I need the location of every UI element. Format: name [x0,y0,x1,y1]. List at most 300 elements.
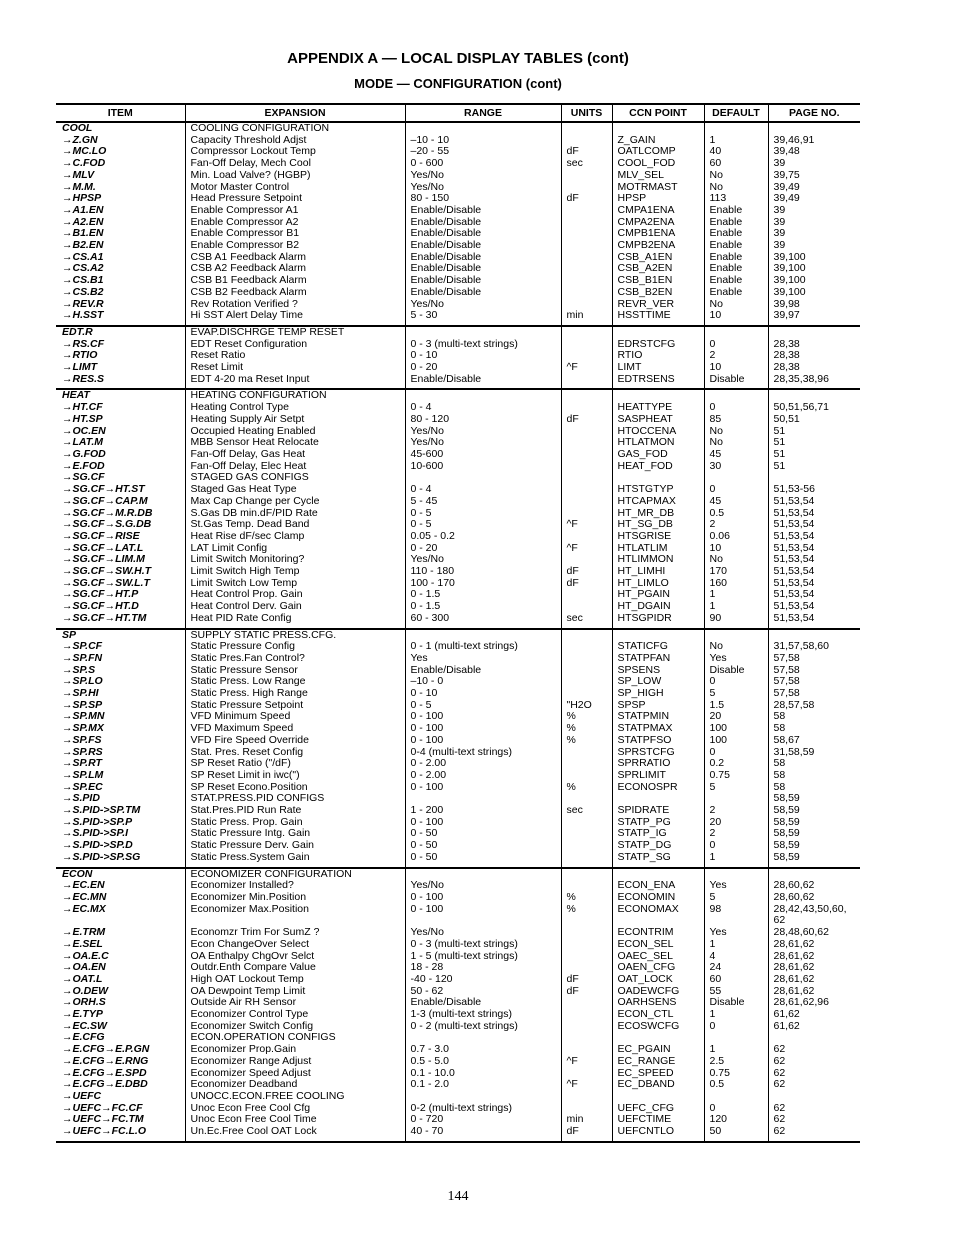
cell-ccn-point: STATP_SG [612,852,704,864]
cell-units: min [561,1114,612,1126]
cell-range [405,868,561,881]
cell-ccn-point: HT_PGAIN [612,589,704,601]
cell-ccn-point: HTLATMON [612,437,704,449]
cell-default: 40 [704,146,768,158]
cell-range: Enable/Disable [405,240,561,252]
cell-ccn-point: STATP_PG [612,817,704,829]
cell-range: Enable/Disable [405,275,561,287]
cell-ccn-point: HPSP [612,193,704,205]
cell-units [561,997,612,1009]
cell-units: % [561,904,612,916]
cell-expansion: STAGED GAS CONFIGS [185,472,405,484]
cell-ccn-point: OAEN_CFG [612,962,704,974]
cell-range [405,122,561,135]
cell-page-no: 58 [768,723,860,735]
cell-units [561,770,612,782]
cell-range [405,1032,561,1044]
column-header-default: DEFAULT [704,104,768,122]
cell-default: Enable [704,240,768,252]
cell-expansion: VFD Maximum Speed [185,723,405,735]
cell-expansion: Heat Rise dF/sec Clamp [185,531,405,543]
cell-expansion: Heating Control Type [185,402,405,414]
cell-default [704,472,768,484]
table-row [56,1056,860,1068]
cell-ccn-point: ECON_ENA [612,880,704,892]
cell-units [561,1103,612,1115]
table-row [56,1009,860,1021]
cell-page-no: 28,38 [768,362,860,374]
cell-item: →RES.S [62,373,105,385]
cell-expansion: Static Pressure Derv. Gain [185,840,405,852]
table-row [56,723,860,735]
cell-page-no: 28,61,62 [768,962,860,974]
cell-page-no: 51,53,54 [768,519,860,531]
cell-range: 0-2 (multi-text strings) [405,1103,561,1115]
table-row [56,641,860,653]
cell-page-no: 58,59 [768,852,860,864]
cell-item: →UEFC [62,1090,102,1102]
cell-item: →LIMT [62,362,97,374]
cell-page-no: 51,53,54 [768,613,860,625]
cell-expansion: S.Gas DB min.dF/PID Rate [185,508,405,520]
cell-default: Enable [704,252,768,264]
cell-range: 0 - 10 [405,688,561,700]
table-row [56,805,860,817]
cell-ccn-point: ECON_CTL [612,1009,704,1021]
table-row [56,472,860,484]
table-row [56,782,860,794]
cell-default: Yes [704,927,768,939]
cell-item: →S.PID->SP.TM [62,805,141,817]
cell-expansion: Enable Compressor B1 [185,228,405,240]
cell-page-no: 58,59 [768,817,860,829]
cell-default: No [704,554,768,566]
cell-default: 10 [704,543,768,555]
cell-page-no: 51 [768,449,860,461]
cell-expansion [185,915,405,927]
cell-item: →M.M. [62,181,96,193]
cell-range: 0 - 2.00 [405,758,561,770]
cell-default: 5 [704,782,768,794]
cell-ccn-point: UEFCTIME [612,1114,704,1126]
cell-units [561,508,612,520]
cell-expansion: Min. Load Valve? (HGBP) [185,170,405,182]
cell-item: SP [62,628,77,641]
cell-page-no: 51,53,54 [768,508,860,520]
cell-default: 0 [704,676,768,688]
cell-page-no: 51,53,54 [768,566,860,578]
table-row [56,892,860,904]
cell-default: 30 [704,461,768,473]
cell-units [561,868,612,881]
cell-ccn-point: OATLCOMP [612,146,704,158]
cell-page-no: 61,62 [768,1009,860,1021]
cell-range [405,389,561,402]
table-row [56,1032,860,1044]
cell-item: →ORH.S [62,997,106,1009]
cell-range: 0 - 50 [405,852,561,864]
cell-ccn-point: SPRLIMIT [612,770,704,782]
cell-units [561,1091,612,1103]
cell-range: 45-600 [405,449,561,461]
cell-expansion: Max Cap Change per Cycle [185,496,405,508]
cell-default: No [704,299,768,311]
cell-units [561,135,612,147]
table-section [56,629,860,868]
cell-units: ^F [561,1056,612,1068]
cell-item: →A2.EN [62,216,104,228]
cell-page-no: 51,53-56 [768,484,860,496]
cell-expansion: LAT Limit Config [185,543,405,555]
cell-page-no: 28,61,62 [768,939,860,951]
page-number: 144 [447,1189,469,1204]
cell-units [561,1044,612,1056]
cell-units [561,758,612,770]
cell-item: →SG.CF→LAT.L [62,542,144,554]
cell-expansion: Capacity Threshold Adjst [185,135,405,147]
cell-expansion: Enable Compressor A1 [185,205,405,217]
cell-item: →H.SST [62,310,104,322]
cell-ccn-point [612,472,704,484]
cell-ccn-point: OADEWCFG [612,986,704,998]
cell-ccn-point: CMPB1ENA [612,228,704,240]
cell-item: →MC.LO [62,146,107,158]
cell-item: HEAT [62,389,90,402]
cell-units: dF [561,146,612,158]
cell-default: 2 [704,828,768,840]
cell-ccn-point [612,389,704,402]
cell-expansion: Static Press. Low Range [185,676,405,688]
cell-default: 0 [704,1021,768,1033]
cell-range: 60 - 300 [405,613,561,625]
cell-page-no: 62 [768,915,860,927]
cell-expansion: Motor Master Control [185,182,405,194]
cell-default: Enable [704,287,768,299]
cell-expansion: Static Pressure Setpoint [185,700,405,712]
table-row [56,1091,860,1103]
cell-units: % [561,711,612,723]
cell-units [561,665,612,677]
cell-page-no: 58,59 [768,805,860,817]
cell-page-no: 28,61,62,96 [768,997,860,1009]
cell-units [561,840,612,852]
table-row [56,665,860,677]
cell-expansion: Staged Gas Heat Type [185,484,405,496]
cell-item: ECON [62,867,93,880]
cell-range: 0 - 100 [405,711,561,723]
table-row [56,275,860,287]
table-row [56,758,860,770]
cell-default: 1.5 [704,700,768,712]
cell-default: Enable [704,263,768,275]
table-row [56,629,860,642]
cell-item: →EC.MN [62,892,107,903]
table-row [56,939,860,951]
cell-units [561,641,612,653]
cell-page-no: 39 [768,217,860,229]
cell-range: 0 - 4 [405,484,561,496]
cell-ccn-point: EC_RANGE [612,1056,704,1068]
cell-range: 40 - 70 [405,1126,561,1138]
cell-default: 170 [704,566,768,578]
cell-range: 0 - 2 (multi-text strings) [405,1021,561,1033]
cell-item: →E.CFG→E.SPD [62,1067,147,1079]
cell-ccn-point: CSB_A1EN [612,252,704,264]
cell-expansion: VFD Fire Speed Override [185,735,405,747]
cell-ccn-point: GAS_FOD [612,449,704,461]
table-row [56,868,860,881]
table-row [56,1079,860,1091]
table-row [56,613,860,625]
cell-item: →OAT.L [62,973,103,985]
cell-ccn-point: HT_LIMHI [612,566,704,578]
cell-range: 0 - 5 [405,700,561,712]
cell-page-no: 62 [768,1068,860,1080]
cell-item: →S.PID->SP.I [62,828,129,840]
cell-page-no: 62 [768,1103,860,1115]
cell-range: Yes/No [405,437,561,449]
cell-default: No [704,437,768,449]
cell-default: 20 [704,817,768,829]
cell-item: →UEFC→FC.CF [62,1102,143,1114]
cell-units: % [561,723,612,735]
cell-expansion: STAT.PRESS.PID CONFIGS [185,793,405,805]
cell-units [561,275,612,287]
cell-ccn-point: SASPHEAT [612,414,704,426]
cell-range: 0 - 600 [405,158,561,170]
cell-item: →RTIO [62,350,98,362]
cell-item: →B1.EN [62,228,104,240]
column-header-ccn-point: CCN POINT [612,104,704,122]
cell-page-no: 39,49 [768,182,860,194]
cell-units: ^F [561,1079,612,1091]
table-row [56,700,860,712]
cell-default: 0.75 [704,1068,768,1080]
cell-page-no: 39,98 [768,299,860,311]
cell-item: →HPSP [62,193,102,205]
cell-expansion: Stat.Pres.PID Run Rate [185,805,405,817]
cell-item: →E.CFG→E.P.GN [62,1044,150,1056]
cell-item: →SG.CF→HT.D [62,601,139,613]
cell-page-no: 58,59 [768,840,860,852]
cell-range: 0 - 50 [405,828,561,840]
table-row [56,770,860,782]
cell-page-no: 28,61,62 [768,951,860,963]
cell-item: →E.SEL [62,938,103,950]
column-header-expansion: EXPANSION [185,104,405,122]
cell-ccn-point: HSSTTIME [612,310,704,322]
cell-ccn-point: OARHSENS [612,997,704,1009]
cell-range [405,629,561,642]
cell-default [704,1091,768,1103]
table-row [56,1068,860,1080]
cell-item: →UEFC→FC.TM [62,1114,144,1126]
cell-page-no: 28,38 [768,339,860,351]
cell-ccn-point: REVR_VER [612,299,704,311]
cell-ccn-point: STATICFG [612,641,704,653]
cell-units [561,951,612,963]
cell-units [561,915,612,927]
cell-ccn-point: ECONOMIN [612,892,704,904]
cell-default: 0 [704,339,768,351]
cell-page-no: 62 [768,1079,860,1091]
cell-default: 160 [704,578,768,590]
cell-default [704,629,768,642]
table-row [56,711,860,723]
cell-range: Yes/No [405,880,561,892]
cell-item: →EC.EN [62,880,105,892]
cell-item: →S.PID->SP.D [62,840,133,852]
cell-units: sec [561,613,612,625]
cell-ccn-point: OAEC_SEL [612,951,704,963]
cell-ccn-point: STATPMIN [612,711,704,723]
table-row [56,299,860,311]
cell-expansion: Enable Compressor A2 [185,217,405,229]
cell-page-no: 57,58 [768,653,860,665]
cell-range [405,326,561,339]
cell-units [561,1009,612,1021]
cell-units: % [561,735,612,747]
cell-units [561,629,612,642]
cell-item: →SP.MN [62,711,105,723]
cell-expansion: Outdr.Enth Compare Value [185,962,405,974]
cell-default: 45 [704,449,768,461]
cell-ccn-point: HEAT_FOD [612,461,704,473]
cell-default: 85 [704,414,768,426]
cell-ccn-point [612,326,704,339]
cell-default: 1 [704,589,768,601]
cell-units: dF [561,974,612,986]
cell-units: ^F [561,519,612,531]
cell-default: No [704,641,768,653]
table-row [56,182,860,194]
cell-ccn-point [612,122,704,135]
column-header-units: UNITS [561,104,612,122]
cell-item: →OA.EN [62,962,106,974]
cell-default: 0.5 [704,508,768,520]
cell-expansion: Economizer Prop.Gain [185,1044,405,1056]
cell-default [704,915,768,927]
cell-item: →SP.CF [62,641,103,653]
cell-ccn-point: HT_MR_DB [612,508,704,520]
cell-page-no: 62 [768,1126,860,1138]
cell-ccn-point: HTCAPMAX [612,496,704,508]
cell-range: 0 - 100 [405,782,561,794]
cell-ccn-point: MLV_SEL [612,170,704,182]
cell-default: Enable [704,217,768,229]
cell-units: min [561,310,612,322]
cell-expansion: Reset Ratio [185,350,405,362]
cell-units [561,240,612,252]
table-row [56,688,860,700]
cell-item: →CS.B1 [62,275,104,287]
cell-page-no: 28,61,62 [768,986,860,998]
cell-range: 100 - 170 [405,578,561,590]
cell-units: dF [561,193,612,205]
cell-ccn-point: CMPA1ENA [612,205,704,217]
cell-default: Disable [704,665,768,677]
cell-units [561,531,612,543]
cell-page-no [768,326,860,339]
cell-ccn-point: EC_SPEED [612,1068,704,1080]
cell-default: Enable [704,205,768,217]
cell-units: sec [561,805,612,817]
cell-units [561,437,612,449]
cell-item: →SP.MX [62,723,104,735]
cell-ccn-point: Z_GAIN [612,135,704,147]
cell-page-no: 51,53,54 [768,601,860,613]
cell-default: 5 [704,892,768,904]
cell-units [561,852,612,864]
cell-expansion: Economizer Max.Position [185,904,405,916]
cell-units: ^F [561,543,612,555]
table-row [56,339,860,351]
cell-range: Yes [405,653,561,665]
cell-units [561,374,612,386]
cell-ccn-point: EDTRSENS [612,374,704,386]
cell-item: →B2.EN [62,240,104,252]
cell-default: 0 [704,402,768,414]
cell-expansion: Heating Supply Air Setpt [185,414,405,426]
cell-range [405,472,561,484]
cell-units: dF [561,578,612,590]
cell-units [561,1068,612,1080]
cell-default: 2 [704,805,768,817]
cell-item: →EC.MX [62,903,106,915]
cell-ccn-point: ECOSWCFG [612,1021,704,1033]
cell-expansion: Econ ChangeOver Select [185,939,405,951]
cell-units [561,962,612,974]
cell-default [704,389,768,402]
cell-ccn-point: SP_LOW [612,676,704,688]
cell-page-no: 50,51,56,71 [768,402,860,414]
cell-item: →SG.CF→HT.P [62,589,139,601]
cell-ccn-point: HTLIMMON [612,554,704,566]
cell-range: 0 - 1.5 [405,601,561,613]
cell-expansion: Reset Limit [185,362,405,374]
cell-range: Enable/Disable [405,217,561,229]
cell-range: Enable/Disable [405,374,561,386]
cell-page-no: 58 [768,758,860,770]
cell-default: 1 [704,1044,768,1056]
cell-range: Enable/Disable [405,228,561,240]
cell-page-no: 39,97 [768,310,860,322]
table-row [56,287,860,299]
cell-page-no [768,122,860,135]
cell-expansion: MBB Sensor Heat Relocate [185,437,405,449]
cell-expansion: Compressor Lockout Temp [185,146,405,158]
cell-page-no: 28,48,60,62 [768,927,860,939]
cell-range: 0 - 10 [405,350,561,362]
cell-ccn-point: HTSGRISE [612,531,704,543]
cell-expansion: Fan-Off Delay, Gas Heat [185,449,405,461]
cell-units [561,228,612,240]
cell-expansion: Heat PID Rate Config [185,613,405,625]
cell-page-no [768,1032,860,1044]
table-row [56,531,860,543]
cell-ccn-point: SPIDRATE [612,805,704,817]
cell-units [561,461,612,473]
cell-expansion: UNOCC.ECON.FREE COOLING [185,1091,405,1103]
cell-item: →E.CFG→E.RNG [62,1055,149,1067]
cell-units: dF [561,986,612,998]
cell-default [704,326,768,339]
cell-item: →SP.RS [62,746,103,758]
cell-ccn-point [612,1032,704,1044]
cell-page-no: 51 [768,426,860,438]
cell-default: 10 [704,310,768,322]
cell-ccn-point: HTSGPIDR [612,613,704,625]
